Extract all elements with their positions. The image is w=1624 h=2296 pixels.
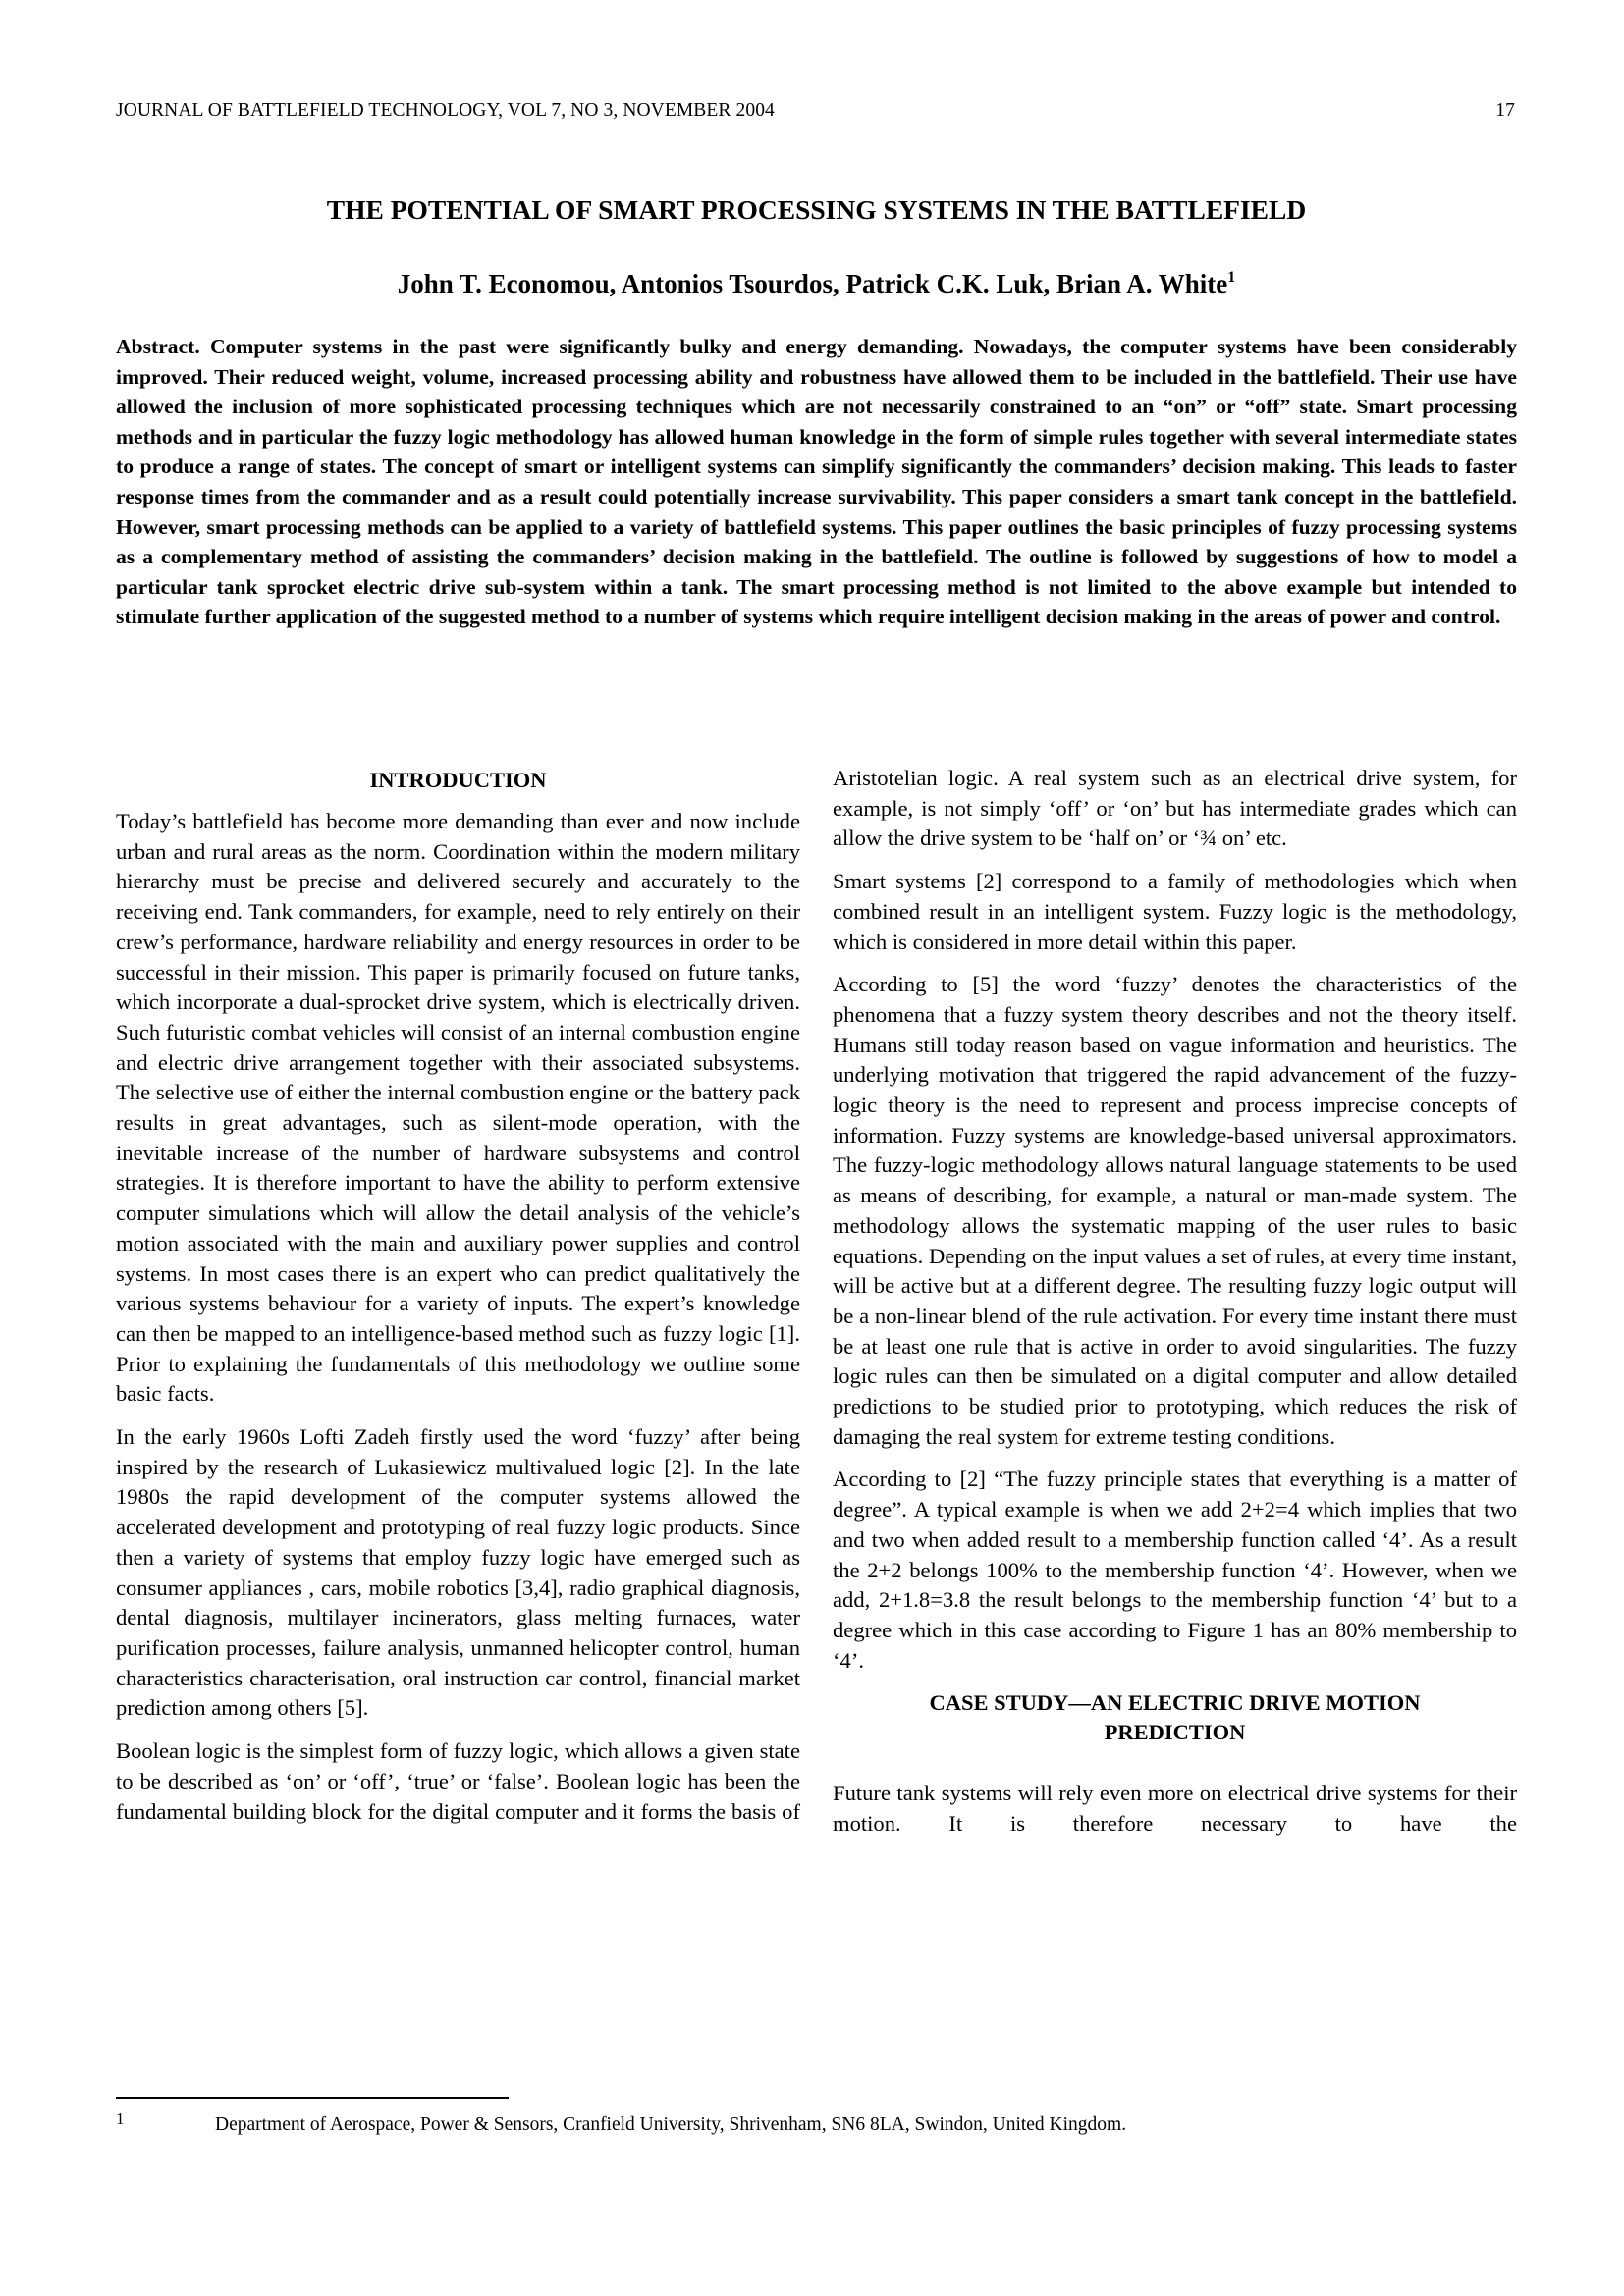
author-names: John T. Economou, Antonios Tsourdos, Patrick C.K. Luk, Brian A. White (397, 269, 1228, 298)
abstract: Abstract. Computer systems in the past were significantly bulky and energy demanding. Nowadays, the computer systems have been considerably improved. Their reduced weight, volume, increased processing ability and robustness have allowed them to be included in the battlefield. Their use have allowed the inclusion of more sophisticated processing techniques which are not necessarily constrained to an “on” or “off” state. Smart processing methods and in particular the fuzzy logic methodology has allowed human knowledge in the form of simple rules together with several intermediate states to produce a range of states. The concept of smart or intelligent systems can simplify significantly the commanders’ decision making. This leads to faster response times from the commander and as a result could potentially increase survivability. This paper considers a smart tank concept in the battlefield. However, smart processing methods can be applied to a variety of battlefield systems. This paper outlines the basic principles of fuzzy processing systems as a complementary method of assisting the commanders’ decision making in the battlefield. The outline is followed by suggestions of how to model a particular tank sprocket electric drive sub-system within a tank. The smart processing method is not limited to the above example but intended to stimulate further application of the suggested method to a number of systems which require intelligent decision making in the areas of power and control. (116, 335, 1517, 629)
page-number: 17 (1495, 100, 1515, 121)
author-list (116, 266, 1517, 301)
paragraph: Today’s battlefield has become more demanding than ever and now include urban and rural areas as the norm. Coordination within the modern military hierarchy must be precise and delivered securely and accurately to the receiving end. Tank commanders, for example, need to rely entirely on their crew’s performance, hardware reliability and energy resources in order to be successful in their mission. This paper is primarily focused on future tanks, which incorporate a dual-sprocket drive system, which is electrically driven. Such futuristic combat vehicles will consist of an internal combustion engine and electric drive arrangement together with their associated subsystems. The selective use of either the internal combustion engine or the battery pack results in great advantages, such as silent-mode operation, with the inevitable increase of the number of hardware subsystems and control strategies. It is therefore important to have the ability to perform extensive computer simulations which will allow the detail analysis of the vehicle’s motion associated with the main and auxiliary power supplies and control systems. In most cases there is an expert who can predict qualitatively the various systems behaviour for a variety of inputs. The expert’s knowledge can then be mapped to an intelligence-based method such as fuzzy logic [1]. Prior to explaining the fundamentals of this methodology we outline some basic facts. (116, 809, 800, 1407)
paragraph: According to [2] “The fuzzy principle states that everything is a matter of degree”. A typical example is when we add 2+2=4 which implies that two and two when added result to a membership function called ‘4’. As a result the 2+2 belongs 100% to the membership function ‘4’. However, when we add, 2+1.8=3.8 the result belongs to the membership function ‘4’ but to a degree which in this case according to Figure 1 has an 80% membership to ‘4’. (833, 1467, 1517, 1673)
paragraph: Smart systems [2] correspond to a family of methodologies which when combined result in an intelligent system. Fuzzy logic is the methodology, which is considered in more detail within this paper. (833, 869, 1517, 954)
footnote (116, 2110, 1517, 2140)
footnote-marker: 1 (116, 2109, 125, 2128)
running-header (116, 96, 1517, 126)
right-column (833, 764, 1517, 1852)
journal-citation: JOURNAL OF BATTLEFIELD TECHNOLOGY, VOL 7, NO 3, NOVEMBER 2004 (116, 100, 775, 121)
footnote-text: Department of Aerospace, Power & Sensors, Cranfield University, Shrivenham, SN6 8LA, Swindon, United Kingdom. (215, 2114, 1127, 2135)
paragraph: Aristotelian logic. A real system such as an electrical drive system, for example, is not simply ‘off’ or ‘on’ but has intermediate grades which can allow the drive system to be ‘half on’ or ‘¾ on’ etc. (833, 766, 1517, 851)
footnote-divider (116, 2097, 509, 2099)
paragraph: According to [5] the word ‘fuzzy’ denotes the characteristics of the phenomena that a fuzzy system theory describes and not the theory itself. Humans still today reason based on vague information and heuristics. The underlying motivation that triggered the rapid advancement of the fuzzy-logic theory is the need to represent and process imprecise concepts of information. Fuzzy systems are knowledge-based universal approximators. The fuzzy-logic methodology allows natural language statements to be used as means of describing, for example, a natural or man-made system. The methodology allows the systematic mapping of the user rules to basic equations. Depending on the input values a set of rules, at every time instant, will be active but at a different degree. The resulting fuzzy logic output will be a non-linear blend of the rule activation. For every time instant there must be at least one rule that is active in order to avoid singularities. The fuzzy logic rules can then be simulated on a digital computer and allow detailed predictions to be studied prior to prototyping, which reduces the risk of damaging the real system for extreme testing conditions. (833, 972, 1517, 1449)
author-footnote-marker: 1 (1227, 269, 1236, 286)
left-column (116, 766, 800, 1840)
section-heading-introduction: INTRODUCTION (369, 768, 547, 792)
paragraph: Boolean logic is the simplest form of fuzzy logic, which allows a given state to be described as ‘on’ or ‘off’, ‘true’ or ‘false’. Boolean logic has been the fundamental building block for the digital computer and it forms the basis of (116, 1738, 800, 1824)
paragraph: Future tank systems will rely even more on electrical drive systems for their motion. It is therefore necessary to have the (833, 1781, 1517, 1837)
paper-title: THE POTENTIAL OF SMART PROCESSING SYSTEMS IN THE BATTLEFIELD (326, 194, 1307, 225)
section-heading-case-study: CASE STUDY—AN ELECTRIC DRIVE MOTION PREDICTION (929, 1690, 1421, 1745)
paragraph: In the early 1960s Lofti Zadeh firstly used the word ‘fuzzy’ after being inspired by the research of Lukasiewicz multivalued logic [2]. In the late 1980s the rapid development of the computer systems allowed the accelerated development and prototyping of real fuzzy logic products. Since then a variety of systems that employ fuzzy logic have emerged such as consumer appliances , cars, mobile robotics [3,4], radio graphical diagnosis, dental diagnosis, multilayer incinerators, glass melting furnaces, water purification processes, failure analysis, unmanned helicopter control, human characteristics characterisation, oral instruction car control, financial market prediction among others [5]. (116, 1424, 800, 1721)
